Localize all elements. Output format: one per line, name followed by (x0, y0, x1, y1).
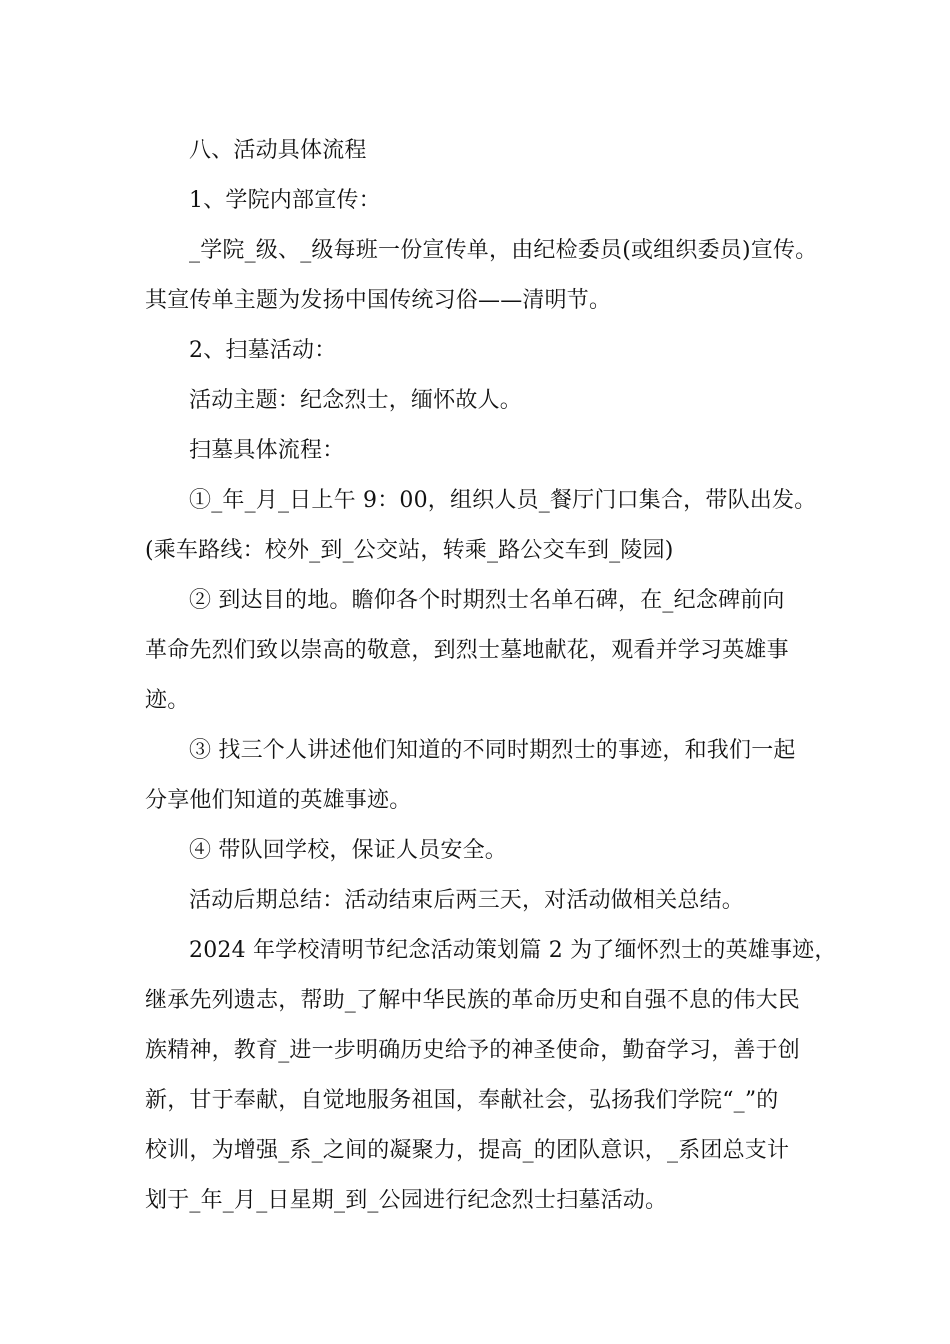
paragraph-line: _学院_级、_级每班一份宣传单，由纪检委员(或组织委员)宣传。 (189, 238, 818, 263)
section-heading: 八、活动具体流程 (189, 138, 367, 163)
paragraph-line: 2024 年学校清明节纪念活动策划篇 2 为了缅怀烈士的英雄事迹， (189, 938, 837, 963)
paragraph-line: 活动主题：纪念烈士，缅怀故人。 (189, 388, 523, 413)
paragraph-line: 继承先列遗志，帮助_了解中华民族的革命历史和自强不息的伟大民 (145, 988, 801, 1013)
paragraph-line: 分享他们知道的英雄事迹。 (145, 788, 412, 813)
subsection-heading: 2、扫墓活动： (189, 338, 337, 363)
paragraph-line: 革命先烈们致以崇高的敬意，到烈士墓地献花，观看并学习英雄事 (145, 638, 789, 663)
paragraph-line: (乘车路线：校外_到_公交站，转乘_路公交车到_陵园) (145, 538, 674, 563)
list-item: ③ 找三个人讲述他们知道的不同时期烈士的事迹，和我们一起 (189, 738, 796, 763)
paragraph-line: 扫墓具体流程： (189, 438, 345, 463)
paragraph-line: 新，甘于奉献，自觉地服务祖国，奉献社会，弘扬我们学院“_”的 (145, 1088, 779, 1113)
list-item: ② 到达目的地。瞻仰各个时期烈士名单石碑，在_纪念碑前向 (189, 588, 785, 613)
paragraph-line: 校训，为增强_系_之间的凝聚力，提高_的团队意识，_系团总支计 (145, 1138, 790, 1163)
paragraph-line: 划于_年_月_日星期_到_公园进行纪念烈士扫墓活动。 (145, 1188, 668, 1213)
paragraph-line: 迹。 (145, 688, 190, 713)
paragraph-line: 族精神，教育_进一步明确历史给予的神圣使命，勤奋学习，善于创 (145, 1038, 801, 1063)
list-item: ①_年_月_日上午 9：00，组织人员_餐厅门口集合，带队出发。 (189, 488, 817, 513)
paragraph-line: 活动后期总结：活动结束后两三天，对活动做相关总结。 (189, 888, 745, 913)
list-item: ④ 带队回学校，保证人员安全。 (189, 838, 507, 863)
paragraph-line: 其宣传单主题为发扬中国传统习俗——清明节。 (145, 288, 612, 313)
subsection-heading: 1、学院内部宣传： (189, 188, 381, 213)
